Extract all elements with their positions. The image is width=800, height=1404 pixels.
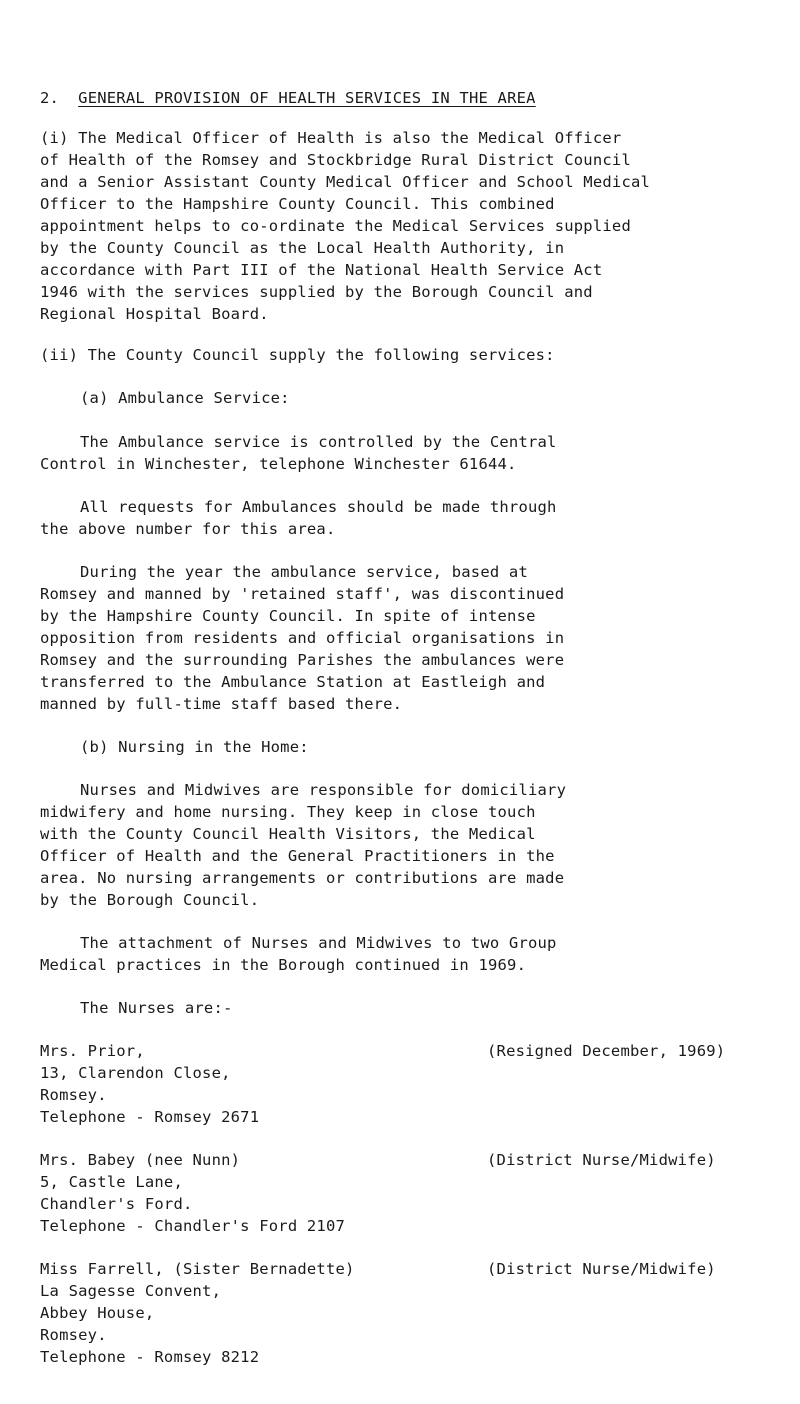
nurse-line: Telephone - Romsey 8212 (40, 1348, 260, 1366)
ambulance-heading: (a) Ambulance Service: (80, 389, 290, 407)
nurse-note: (District Nurse/Midwife) (487, 1260, 716, 1278)
section-title: GENERAL PROVISION OF HEALTH SERVICES IN THE AREA (78, 89, 536, 107)
para-i-line: appointment helps to co-ordinate the Medical Services supplied (40, 217, 631, 235)
nurse-note: (District Nurse/Midwife) (487, 1151, 716, 1169)
para-ii-intro: (ii) The County Council supply the following services: (40, 346, 555, 364)
nursing-heading: (b) Nursing in the Home: (80, 738, 309, 756)
nurse-line: Telephone - Romsey 2671 (40, 1108, 260, 1126)
nursing-p1-line: midwifery and home nursing. They keep in close touch (40, 803, 536, 821)
nurse-line: Abbey House, (40, 1304, 155, 1322)
para-i-line: Regional Hospital Board. (40, 305, 269, 323)
nursing-p1-line: by the Borough Council. (40, 891, 260, 909)
para-i-line: 1946 with the services supplied by the Borough Council and (40, 283, 593, 301)
nursing-p1-line: Nurses and Midwives are responsible for domiciliary (80, 781, 567, 799)
nurse-line: Romsey. (40, 1086, 107, 1104)
ambulance-p3-line: transferred to the Ambulance Station at Eastleigh and (40, 673, 546, 691)
section-number: 2. (40, 89, 60, 107)
ambulance-p2-line: the above number for this area. (40, 520, 336, 538)
nurse-line: Telephone - Chandler's Ford 2107 (40, 1217, 346, 1235)
ambulance-p3-line: opposition from residents and official organisations in (40, 629, 565, 647)
ambulance-p1-line: The Ambulance service is controlled by the Central (80, 433, 557, 451)
ambulance-p2-line: All requests for Ambulances should be made through (80, 498, 557, 516)
nursing-p2-line: The attachment of Nurses and Midwives to two Group (80, 934, 557, 952)
ambulance-p3-line: During the year the ambulance service, based at (80, 563, 528, 581)
para-i-line: Officer to the Hampshire County Council. This combined (40, 195, 555, 213)
ambulance-p3-line: Romsey and the surrounding Parishes the ambulances were (40, 651, 565, 669)
section-heading (40, 88, 536, 108)
ambulance-p3-line: Romsey and manned by 'retained staff', was discontinued (40, 585, 565, 603)
nurse-line: Miss Farrell, (Sister Bernadette) (40, 1260, 355, 1278)
nurse-note: (Resigned December, 1969) (487, 1042, 726, 1060)
ambulance-p3-line: manned by full-time staff based there. (40, 695, 403, 713)
ambulance-p1-line: Control in Winchester, telephone Winchester 61644. (40, 455, 517, 473)
nurse-line: La Sagesse Convent, (40, 1282, 222, 1300)
nursing-p1-line: with the County Council Health Visitors, the Medical (40, 825, 536, 843)
ambulance-p3-line: by the Hampshire County Council. In spite of intense (40, 607, 536, 625)
para-i-line: of Health of the Romsey and Stockbridge Rural District Council (40, 151, 631, 169)
nurse-line: 5, Castle Lane, (40, 1173, 183, 1191)
nurses-intro: The Nurses are:- (80, 999, 233, 1017)
para-i-line: (i) The Medical Officer of Health is also the Medical Officer (40, 129, 622, 147)
nursing-p2-line: Medical practices in the Borough continued in 1969. (40, 956, 527, 974)
nurse-line: 13, Clarendon Close, (40, 1064, 231, 1082)
para-i-line: and a Senior Assistant County Medical Officer and School Medical (40, 173, 651, 191)
nurse-line: Mrs. Babey (nee Nunn) (40, 1151, 241, 1169)
nurse-line: Mrs. Prior, (40, 1042, 145, 1060)
nurse-line: Chandler's Ford. (40, 1195, 193, 1213)
para-i-line: accordance with Part III of the National Health Service Act (40, 261, 603, 279)
nurse-line: Romsey. (40, 1326, 107, 1344)
nursing-p1-line: area. No nursing arrangements or contributions are made (40, 869, 565, 887)
nursing-p1-line: Officer of Health and the General Practitioners in the (40, 847, 555, 865)
para-i-line: by the County Council as the Local Health Authority, in (40, 239, 565, 257)
